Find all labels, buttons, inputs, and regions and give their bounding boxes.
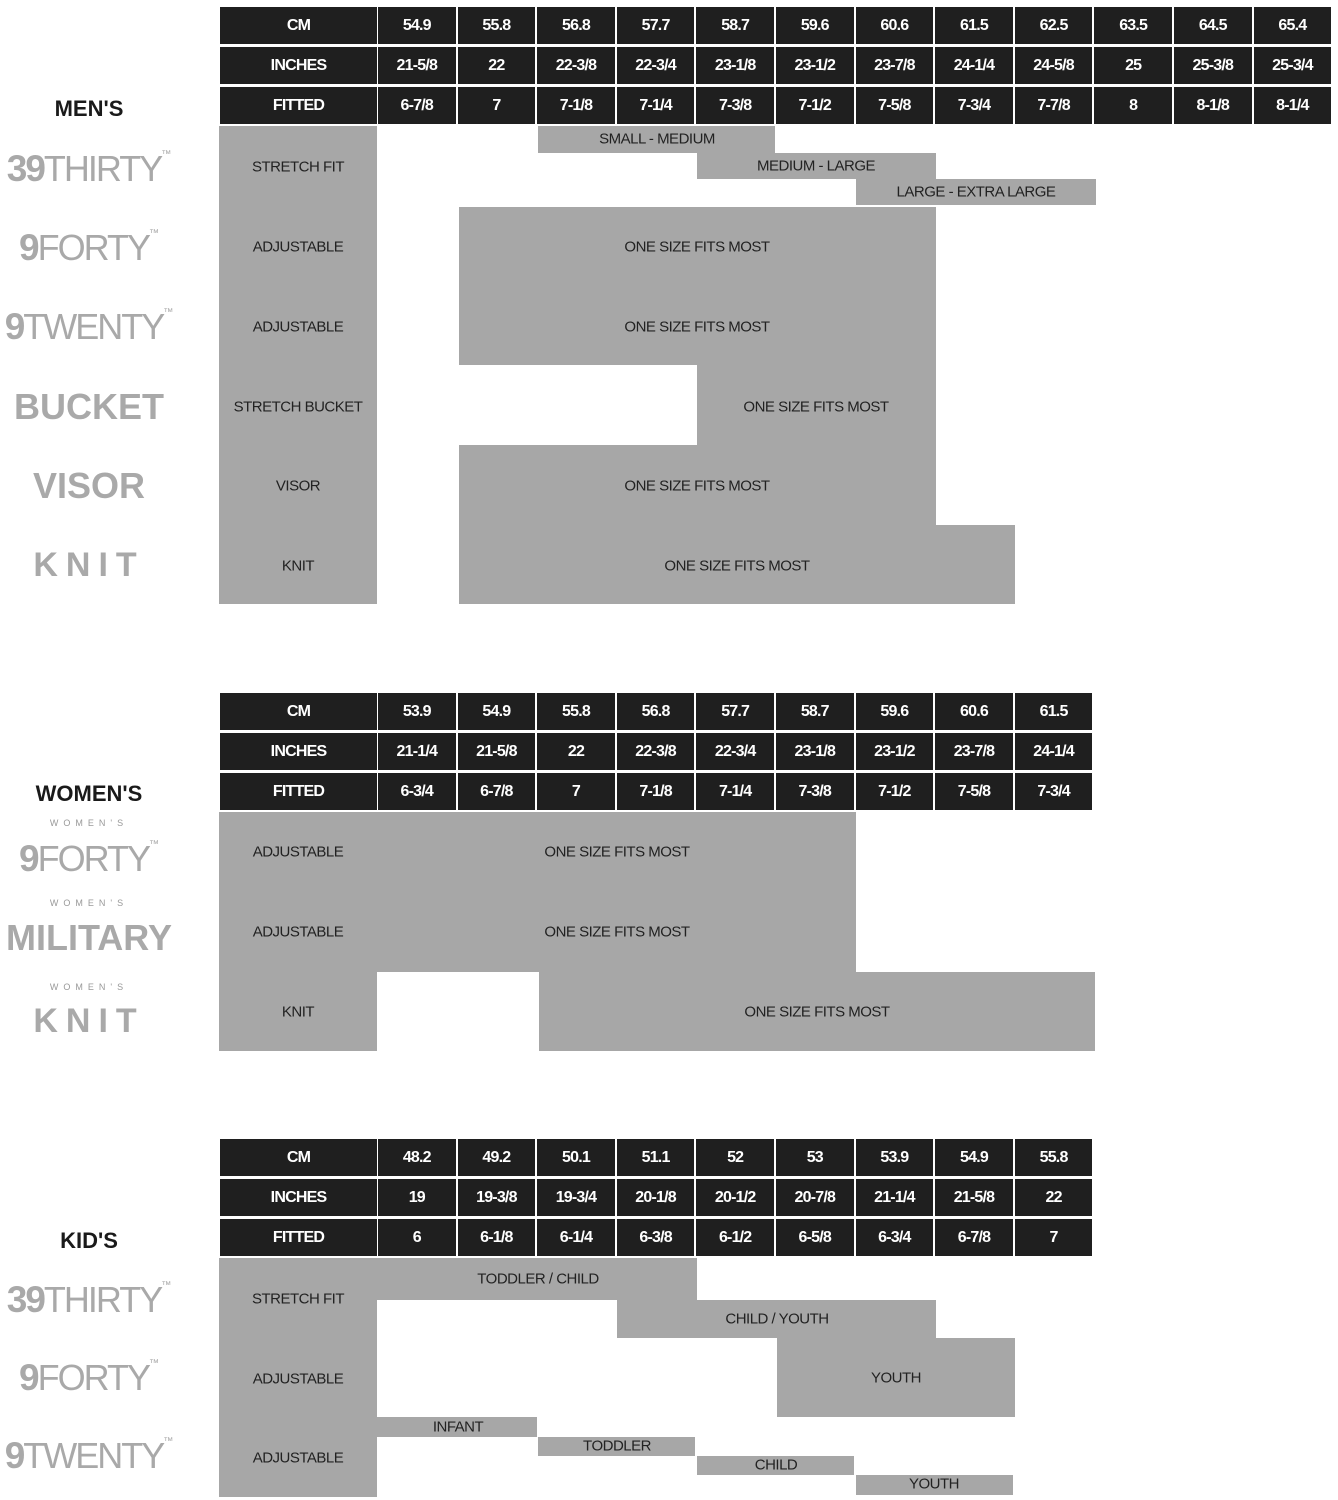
- mens-header-label-inches: INCHES: [220, 47, 377, 84]
- brand-number: 9: [4, 1435, 24, 1476]
- womens-header-cell: 55.8: [537, 693, 615, 730]
- brand-word: KNIT: [33, 1002, 145, 1040]
- womens-brand-small-caption: WOMEN'S: [49, 982, 129, 992]
- brand-word: VISOR: [32, 465, 146, 506]
- kids-header-cell: 21-1/4: [856, 1179, 934, 1216]
- kids-header-cell: 6-3/4: [856, 1219, 934, 1256]
- mens-brand-logo: [19, 229, 159, 266]
- womens-range-label: ONE SIZE FITS MOST: [544, 843, 690, 861]
- mens-header-cell: 8-1/4: [1254, 87, 1332, 124]
- mens-brand-logo: [14, 386, 164, 427]
- womens-header-cell: 23-1/2: [856, 733, 934, 770]
- mens-header-cell: 8-1/8: [1174, 87, 1252, 124]
- kids-header-cell: 51.1: [617, 1139, 695, 1176]
- womens-fit-adjustable-1: ADJUSTABLE: [252, 843, 344, 861]
- mens-range-label: SMALL - MEDIUM: [599, 130, 715, 148]
- brand-number: 39: [6, 148, 44, 189]
- mens-range-label: ONE SIZE FITS MOST: [624, 238, 770, 256]
- womens-header-cell: 23-7/8: [935, 733, 1013, 770]
- mens-header-cell: 60.6: [856, 7, 934, 44]
- brand-word: FORTY: [37, 1357, 149, 1398]
- mens-header-cell: 24-1/4: [935, 47, 1013, 84]
- kids-fit-stretch: STRETCH FIT: [252, 1290, 344, 1308]
- kids-range-label: TODDLER: [583, 1437, 651, 1455]
- mens-header-cell: 7-3/8: [696, 87, 774, 124]
- mens-header-cell: 56.8: [537, 7, 615, 44]
- womens-header-cell: 23-1/8: [776, 733, 854, 770]
- mens-range-label: ONE SIZE FITS MOST: [624, 477, 770, 495]
- mens-brand-logo: [7, 150, 172, 187]
- womens-header-cell: 24-1/4: [1015, 733, 1093, 770]
- trademark-mark: ™: [163, 1436, 174, 1447]
- mens-header-cell: 24-5/8: [1015, 47, 1093, 84]
- brand-word: TWENTY: [23, 306, 164, 347]
- mens-header-label-cm: CM: [220, 7, 377, 44]
- mens-fit-visor: VISOR: [275, 477, 321, 495]
- mens-range-label: MEDIUM - LARGE: [756, 157, 876, 175]
- brand-word: FORTY: [37, 838, 149, 879]
- womens-header-cell: 61.5: [1015, 693, 1093, 730]
- mens-header-cell: 22: [458, 47, 536, 84]
- womens-fit-knit: KNIT: [281, 1003, 315, 1021]
- kids-header-cell: 20-1/2: [696, 1179, 774, 1216]
- mens-header-cell: 22-3/4: [617, 47, 695, 84]
- womens-header-cell: 7-5/8: [935, 773, 1013, 810]
- womens-header-cell: 57.7: [696, 693, 774, 730]
- mens-brand-logo: [33, 548, 144, 582]
- mens-range-label: ONE SIZE FITS MOST: [624, 318, 770, 336]
- kids-brand-logo: [5, 1437, 174, 1474]
- mens-header-cell: 54.9: [378, 7, 456, 44]
- kids-range-label: TODDLER / CHILD: [477, 1270, 599, 1288]
- womens-header-cell: 22: [537, 733, 615, 770]
- womens-header-cell: 7-1/4: [696, 773, 774, 810]
- womens-range-label: ONE SIZE FITS MOST: [544, 923, 690, 941]
- mens-header-cell: 64.5: [1174, 7, 1252, 44]
- mens-header-cell: 7-7/8: [1015, 87, 1093, 124]
- mens-range-label: ONE SIZE FITS MOST: [664, 557, 810, 575]
- womens-header-cell: 7-1/8: [617, 773, 695, 810]
- brand-word: KNIT: [33, 546, 145, 584]
- womens-brand-logo: [19, 840, 159, 877]
- brand-number: 39: [6, 1279, 44, 1320]
- kids-header-cell: 6: [378, 1219, 456, 1256]
- mens-header-cell: 6-7/8: [378, 87, 456, 124]
- brand-word: BUCKET: [14, 386, 164, 427]
- womens-range-adjustable: [219, 812, 856, 972]
- womens-brand-small-caption: WOMEN'S: [49, 898, 129, 908]
- womens-header-cell: 58.7: [776, 693, 854, 730]
- womens-title: WOMEN'S: [35, 781, 143, 806]
- brand-number: 9: [19, 838, 38, 879]
- womens-header-cell: 21-5/8: [458, 733, 536, 770]
- mens-header-cell: 7-1/4: [617, 87, 695, 124]
- womens-header-cell: 7-3/4: [1015, 773, 1093, 810]
- womens-header-label-cm: CM: [220, 693, 377, 730]
- kids-header-cell: 6-1/8: [458, 1219, 536, 1256]
- mens-header-cell: 7-3/4: [935, 87, 1013, 124]
- womens-range-label: ONE SIZE FITS MOST: [744, 1003, 890, 1021]
- kids-header-label-inches: INCHES: [220, 1179, 377, 1216]
- womens-brand-logo: [33, 1004, 144, 1038]
- brand-number: 9: [19, 227, 38, 268]
- kids-header-cell: 7: [1015, 1219, 1093, 1256]
- mens-fit-knit: KNIT: [281, 557, 315, 575]
- womens-header-cell: 7-3/8: [776, 773, 854, 810]
- mens-header-cell: 8: [1094, 87, 1172, 124]
- mens-header-cell: 59.6: [776, 7, 854, 44]
- mens-brand-logo: [32, 465, 146, 506]
- trademark-mark: ™: [148, 1358, 159, 1369]
- brand-word: TWENTY: [23, 1435, 164, 1476]
- womens-header-cell: 22-3/4: [696, 733, 774, 770]
- kids-header-cell: 19-3/4: [537, 1179, 615, 1216]
- kids-header-cell: 54.9: [935, 1139, 1013, 1176]
- womens-header-cell: 21-1/4: [378, 733, 456, 770]
- mens-header-cell: 65.4: [1254, 7, 1332, 44]
- trademark-mark: ™: [161, 149, 172, 160]
- kids-range-label: YOUTH: [871, 1369, 921, 1387]
- mens-range-adjustable: [459, 207, 936, 365]
- mens-header-cell: 25: [1094, 47, 1172, 84]
- trademark-mark: ™: [161, 1280, 172, 1291]
- mens-header-cell: 7-5/8: [856, 87, 934, 124]
- kids-range-label: YOUTH: [909, 1475, 959, 1493]
- womens-header-cell: 7: [537, 773, 615, 810]
- kids-header-cell: 6-1/2: [696, 1219, 774, 1256]
- trademark-mark: ™: [163, 307, 174, 318]
- womens-header-cell: 54.9: [458, 693, 536, 730]
- womens-header-cell: 59.6: [856, 693, 934, 730]
- kids-header-cell: 6-1/4: [537, 1219, 615, 1256]
- kids-header-cell: 55.8: [1015, 1139, 1093, 1176]
- womens-brand-logo: [6, 917, 172, 958]
- mens-fit-column: [219, 126, 377, 604]
- womens-header-cell: 6-7/8: [458, 773, 536, 810]
- womens-header-cell: 6-3/4: [378, 773, 456, 810]
- mens-brand-logo: [5, 308, 174, 345]
- mens-range-label: ONE SIZE FITS MOST: [743, 398, 889, 416]
- womens-header-cell: 53.9: [378, 693, 456, 730]
- womens-fit-adjustable-2: ADJUSTABLE: [252, 923, 344, 941]
- brand-word: THIRTY: [43, 1279, 162, 1320]
- trademark-mark: ™: [148, 839, 159, 850]
- womens-header-label-inches: INCHES: [220, 733, 377, 770]
- kids-fit-adjustable-2: ADJUSTABLE: [252, 1449, 344, 1467]
- kids-range-label: INFANT: [432, 1418, 484, 1436]
- mens-header-cell: 25-3/4: [1254, 47, 1332, 84]
- mens-header-cell: 57.7: [617, 7, 695, 44]
- mens-header-cell: 22-3/8: [537, 47, 615, 84]
- kids-header-cell: 48.2: [378, 1139, 456, 1176]
- kids-header-cell: 21-5/8: [935, 1179, 1013, 1216]
- mens-header-cell: 7: [458, 87, 536, 124]
- mens-header-cell: 62.5: [1015, 7, 1093, 44]
- kids-header-cell: 53: [776, 1139, 854, 1176]
- mens-header-cell: 21-5/8: [378, 47, 456, 84]
- brand-number: 9: [19, 1357, 38, 1398]
- womens-header-cell: 56.8: [617, 693, 695, 730]
- kids-header-cell: 49.2: [458, 1139, 536, 1176]
- kids-header-cell: 50.1: [537, 1139, 615, 1176]
- mens-fit-bucket: STRETCH BUCKET: [233, 398, 363, 416]
- womens-header-cell: 22-3/8: [617, 733, 695, 770]
- kids-header-cell: 6-5/8: [776, 1219, 854, 1256]
- mens-title: MEN'S: [54, 96, 124, 121]
- mens-header-cell: 63.5: [1094, 7, 1172, 44]
- mens-header-cell: 23-7/8: [856, 47, 934, 84]
- kids-header-cell: 6-3/8: [617, 1219, 695, 1256]
- womens-header-label-fitted: FITTED: [220, 773, 377, 810]
- kids-header-label-cm: CM: [220, 1139, 377, 1176]
- brand-number: 9: [4, 306, 24, 347]
- mens-header-cell: 61.5: [935, 7, 1013, 44]
- mens-header-cell: 55.8: [458, 7, 536, 44]
- kids-title: KID'S: [60, 1228, 118, 1253]
- trademark-mark: ™: [148, 228, 159, 239]
- womens-brand-small-caption: WOMEN'S: [49, 818, 129, 828]
- kids-range-label: CHILD / YOUTH: [725, 1310, 829, 1328]
- brand-word: FORTY: [37, 227, 149, 268]
- mens-header-cell: 25-3/8: [1174, 47, 1252, 84]
- kids-brand-logo: [7, 1281, 172, 1318]
- kids-header-label-fitted: FITTED: [220, 1219, 377, 1256]
- kids-range-label: CHILD: [754, 1456, 798, 1474]
- mens-header-cell: 7-1/8: [537, 87, 615, 124]
- kids-brand-logo: [19, 1359, 159, 1396]
- kids-header-cell: 19-3/8: [458, 1179, 536, 1216]
- womens-header-cell: 7-1/2: [856, 773, 934, 810]
- kids-fit-adjustable-1: ADJUSTABLE: [252, 1370, 344, 1388]
- mens-header-cell: 23-1/8: [696, 47, 774, 84]
- mens-header-cell: 23-1/2: [776, 47, 854, 84]
- brand-word: THIRTY: [43, 148, 162, 189]
- womens-header-cell: 60.6: [935, 693, 1013, 730]
- mens-fit-stretch: STRETCH FIT: [252, 158, 344, 176]
- mens-fit-adjustable-2: ADJUSTABLE: [252, 318, 344, 336]
- mens-header-label-fitted: FITTED: [220, 87, 377, 124]
- kids-header-cell: 52: [696, 1139, 774, 1176]
- kids-header-cell: 19: [378, 1179, 456, 1216]
- mens-header-cell: 58.7: [696, 7, 774, 44]
- kids-header-cell: 22: [1015, 1179, 1093, 1216]
- mens-range-label: LARGE - EXTRA LARGE: [896, 183, 1056, 201]
- kids-header-cell: 20-7/8: [776, 1179, 854, 1216]
- mens-header-cell: 7-1/2: [776, 87, 854, 124]
- mens-fit-adjustable-1: ADJUSTABLE: [252, 238, 344, 256]
- kids-header-cell: 6-7/8: [935, 1219, 1013, 1256]
- kids-header-cell: 53.9: [856, 1139, 934, 1176]
- kids-header-cell: 20-1/8: [617, 1179, 695, 1216]
- brand-word: MILITARY: [6, 917, 172, 958]
